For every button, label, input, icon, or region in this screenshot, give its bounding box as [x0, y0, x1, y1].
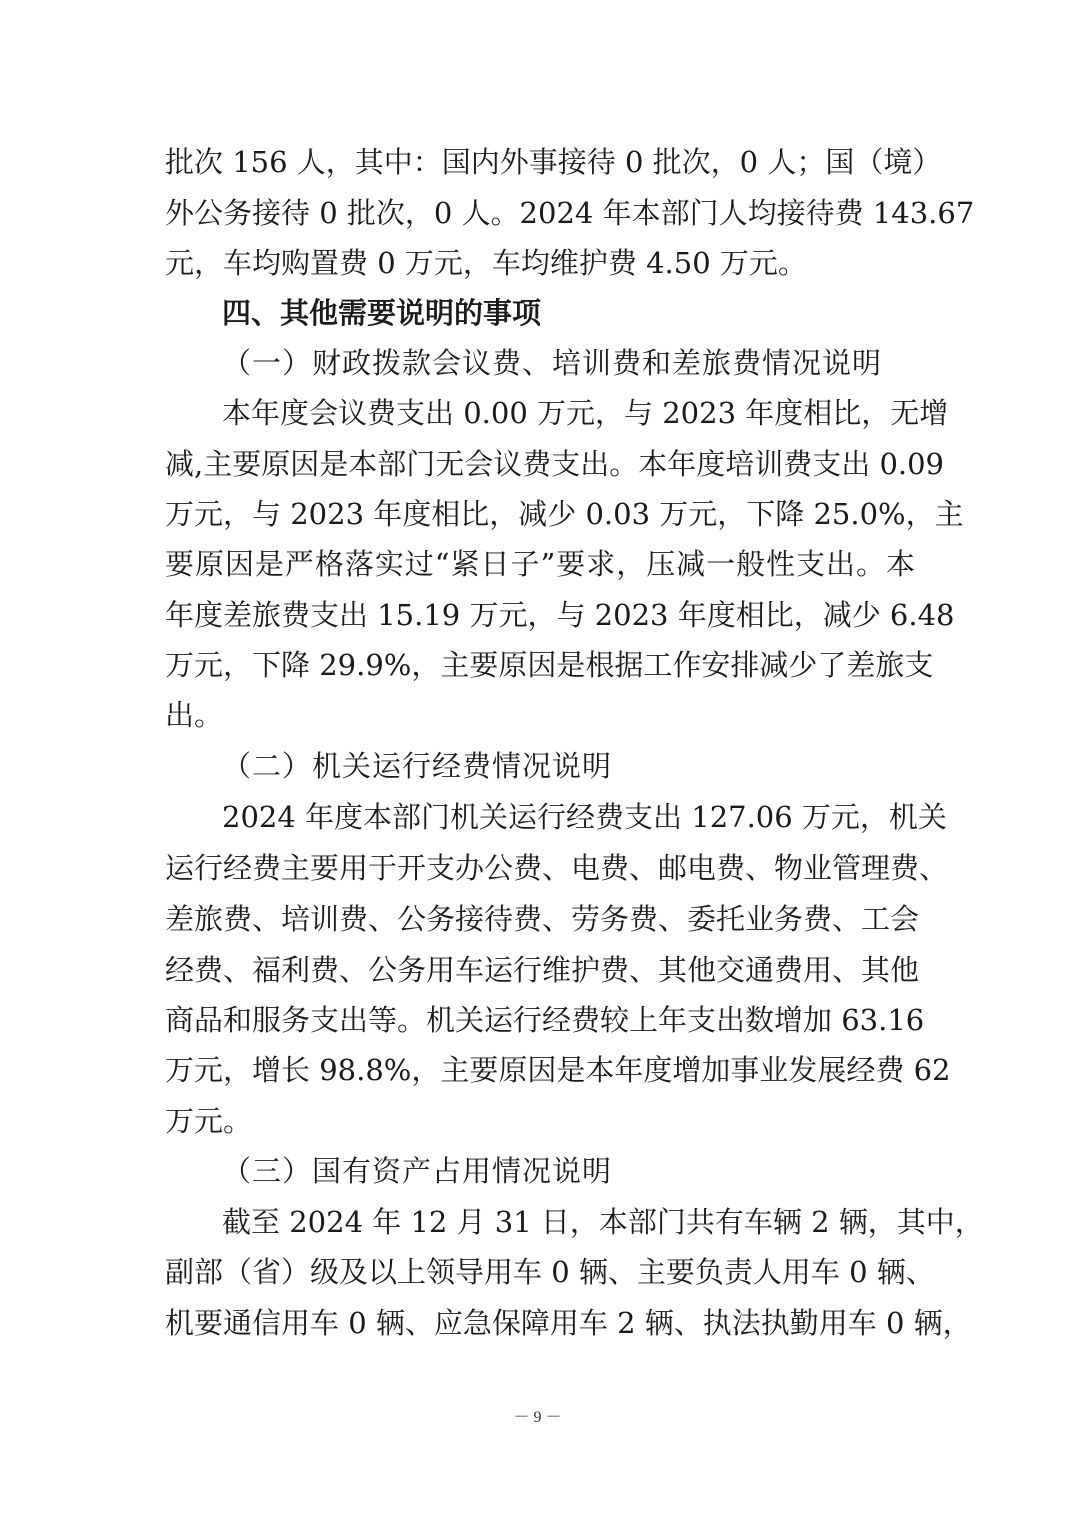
paragraph-line: 出。 — [165, 698, 224, 732]
subsection-title-1: （一）财政拨款会议费、培训费和差旅费情况说明 — [222, 346, 883, 380]
paragraph-line: 减,主要原因是本部门无会议费支出。本年度培训费支出 0.09 — [165, 447, 945, 481]
paragraph-line: 2024 年度本部门机关运行经费支出 127.06 万元，机关 — [222, 800, 947, 834]
paragraph-line: 机要通信用车 0 辆、应急保障用车 2 辆、执法执勤用车 0 辆， — [165, 1306, 972, 1340]
subsection-title-3: （三）国有资产占用情况说明 — [222, 1154, 613, 1188]
paragraph-line: 万元。 — [165, 1104, 253, 1138]
paragraph-line: 截至 2024 年 12 月 31 日，本部门共有车辆 2 辆，其中， — [222, 1205, 984, 1239]
section-heading: 四、其他需要说明的事项 — [222, 296, 542, 330]
page-number: － 9 － — [513, 1409, 562, 1426]
paragraph-line: 元，车均购置费 0 万元，车均维护费 4.50 万元。 — [165, 246, 807, 280]
paragraph-line: 万元，增长 98.8%，主要原因是本年度增加事业发展经费 62 — [165, 1053, 951, 1087]
paragraph-line: 批次 156 人，其中：国内外事接待 0 批次，0 人；国（境） — [165, 145, 942, 179]
paragraph-line: 本年度会议费支出 0.00 万元，与 2023 年度相比，无增 — [222, 396, 949, 430]
paragraph-line: 差旅费、培训费、公务接待费、劳务费、委托业务费、工会 — [165, 902, 920, 936]
paragraph-line: 副部（省）级及以上领导用车 0 辆、主要负责人用车 0 辆、 — [165, 1255, 935, 1289]
paragraph-line: 运行经费主要用于开支办公费、电费、邮电费、物业管理费、 — [165, 851, 949, 885]
paragraph-line: 要原因是严格落实过“紧日子”要求，压减一般性支出。本 — [165, 547, 915, 581]
paragraph-line: 经费、福利费、公务用车运行维护费、其他交通费用、其他 — [165, 953, 920, 987]
subsection-title-2: （二）机关运行经费情况说明 — [222, 749, 613, 783]
paragraph-line: 商品和服务支出等。机关运行经费较上年支出数增加 63.16 — [165, 1003, 925, 1037]
paragraph-line: 万元，与 2023 年度相比，减少 0.03 万元，下降 25.0%，主 — [165, 497, 964, 531]
paragraph-line: 万元，下降 29.9%，主要原因是根据工作安排减少了差旅支 — [165, 648, 934, 682]
paragraph-line: 年度差旅费支出 15.19 万元，与 2023 年度相比，减少 6.48 — [165, 598, 955, 632]
paragraph-line: 外公务接待 0 批次，0 人。2024 年本部门人均接待费 143.67 — [165, 196, 975, 230]
